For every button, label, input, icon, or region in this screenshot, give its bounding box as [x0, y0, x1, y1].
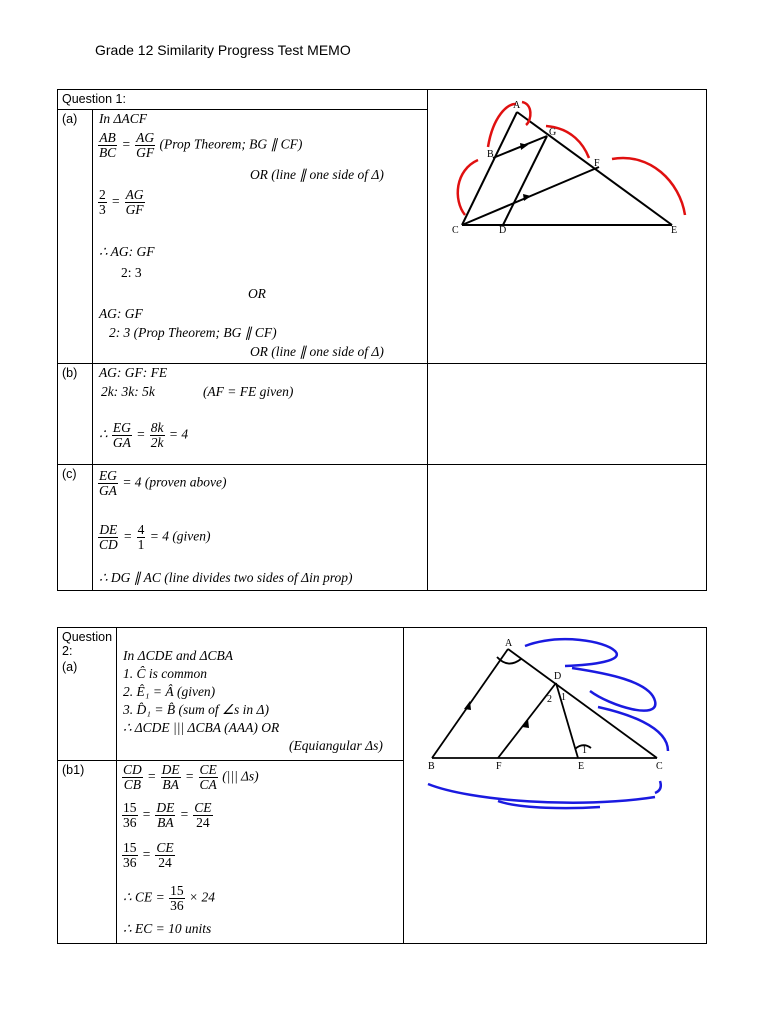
q1c-label: (c) [62, 467, 77, 481]
q1b-result: = 4 [168, 426, 189, 442]
q1-diagram-cell [427, 90, 706, 364]
q1a-f1-num: AB [99, 130, 116, 146]
q1a-f1-den: BC [98, 145, 117, 161]
q2b1-k1-den: 36 [170, 897, 184, 913]
q1-heading: Question 1: [62, 92, 126, 106]
q2-label-E: E [578, 761, 585, 772]
q1b-label: (b) [62, 366, 78, 380]
q2b1-g1-num: 15 [123, 799, 137, 815]
q2-blue-marks [428, 639, 668, 808]
q2-label-C: C [656, 761, 663, 772]
q1a-content [93, 110, 427, 362]
q1-triangle-diagram [428, 90, 706, 358]
q1-label-B: B [486, 149, 494, 160]
question-2-table [57, 627, 707, 944]
q2b1-label-cell [58, 760, 117, 943]
q2b1-line4a: ∴ CE = [123, 889, 165, 905]
q1c-f3-den: 1 [137, 537, 145, 552]
q1a-line5: AG: GF [98, 306, 143, 322]
q2-label-F: F [496, 761, 502, 772]
q2a-line6: (Equiangular Δs) [289, 738, 383, 753]
q2-label-1: 1 [561, 692, 566, 703]
q2-heading: Question 2: [62, 630, 113, 658]
q2a-content-cell [117, 628, 404, 761]
q2-triangle-diagram [404, 628, 706, 938]
q1-label-A: A [512, 100, 521, 111]
q2-label-A: A [505, 638, 513, 649]
q1a-line1: In ΔACF [98, 111, 147, 127]
q1a-ratio-line: $\frac{AB}{BC}$ = $\frac{AG}{GF}$ (Prop Theorem; BG ∥ CF) [98, 130, 303, 161]
q1b-f1-den: GA [112, 435, 131, 450]
q2b1-line1: $\frac{CD}{CB}$ = $\frac{DE}{BA}$ = $\frac{CE}{CA}$ (||| Δs) [123, 761, 259, 792]
q1b-line2-reason: (AF = FE given) [202, 384, 294, 399]
q2b1-f2-den: BA [162, 776, 179, 792]
q2a-line3: 2. Ê₁ = Â (given) [123, 684, 216, 699]
q1c-reason1: = 4 (proven above) [122, 474, 227, 490]
q1c-label-cell [58, 465, 93, 591]
q1b-f2-num: 8k [150, 420, 164, 435]
q2-diagram-cell [404, 628, 707, 944]
q2b1-f1-num: CD [123, 761, 142, 777]
q1c-line2: $\frac{DE}{CD}$ = $\frac{4}{1}$ = 4 (given) [98, 522, 211, 552]
q1a-f2-num: AG [136, 130, 155, 146]
q1a-f3-den: 3 [98, 202, 106, 218]
q1b-line2: 2k: 3k: 5k [100, 384, 155, 399]
q1c-line3: ∴ DG ∥ AC (line divides two sides of Δin prop) [98, 570, 353, 585]
q1c-f1-num: EG [98, 468, 117, 483]
q1c-f2-num: DE [99, 522, 118, 537]
page-title: Grade 12 Similarity Progress Test MEMO [95, 42, 351, 58]
q2b1-reason1: (||| Δs) [222, 768, 259, 784]
q2a-line4: 3. D̂₁ = B̂ (sum of ∠s in Δ) [123, 702, 269, 717]
q1b-empty-cell [427, 364, 706, 465]
q1b-f2-den: 2k [150, 435, 164, 450]
q1b-line1: AG: GF: FE [98, 365, 168, 380]
q2b1-g3-num: CE [194, 799, 212, 815]
q1a-ratio-line2: $\frac{2}{3}$ = $\frac{AG}{GF}$ [98, 187, 144, 218]
q2b1-line4 [123, 884, 215, 913]
q1c-content [93, 465, 427, 590]
q1b-content [93, 364, 427, 464]
q2b1-h2-num: CE [156, 839, 174, 855]
q1a-label-cell [58, 110, 93, 364]
q2a-line2: 1. Ĉ is common [123, 666, 208, 681]
q1-heading-cell [58, 90, 428, 110]
q1a-f4-num: AG [125, 187, 144, 203]
q1b-therefore: ∴ [98, 426, 108, 442]
q2-label-cell [58, 628, 117, 761]
q2-label-B: B [428, 761, 435, 772]
q1a-content-cell [92, 110, 427, 364]
q2a-line1: In ΔCDE and ΔCBA [123, 648, 233, 663]
q1a-or1: OR (line ∥ one side of Δ) [249, 167, 384, 183]
q2b1-g2-den: BA [157, 814, 174, 830]
q2b1-label: (b1) [62, 762, 85, 777]
q1a-or2: OR [247, 286, 266, 302]
q1c-empty-cell [427, 465, 706, 591]
q2b1-content-cell [117, 760, 404, 943]
q1-label-E: E [670, 225, 678, 236]
q2-label-2: 2 [547, 694, 552, 705]
q1c-reason2: = 4 (given) [149, 528, 211, 544]
q1b-f1-num: EG [112, 420, 131, 435]
q2-label-E1: 1 [582, 745, 587, 756]
q1c-line1 [97, 469, 227, 498]
q1a-reason1: (Prop Theorem; BG ∥ CF) [159, 136, 303, 152]
q1-label-C: C [451, 225, 459, 236]
q1a-line4: 2: 3 [120, 265, 142, 281]
q1a-line6: 2: 3 (Prop Theorem; BG ∥ CF) [108, 325, 277, 341]
q1-label-D: D [498, 225, 507, 236]
q2-label-D: D [554, 671, 562, 682]
q2b1-f3-num: CE [199, 761, 217, 777]
q1-label-G: G [548, 127, 557, 138]
q1a-line3: ∴ AG: GF [98, 244, 155, 260]
q2b1-line5: ∴ EC = 10 units [123, 920, 212, 936]
q1c-content-cell [92, 465, 427, 591]
q1a-label: (a) [62, 112, 78, 127]
q2b1-g3-den: 24 [196, 814, 210, 830]
q1c-f2-den: CD [98, 537, 118, 552]
q1a-f2-den: GF [136, 145, 155, 161]
q2b1-k1-num: 15 [170, 882, 184, 898]
q2b1-g1-den: 36 [123, 814, 137, 830]
q1a-or3: OR (line ∥ one side of Δ) [249, 344, 384, 360]
q1b-label-cell [58, 364, 93, 465]
q2a-label: (a) [62, 660, 78, 674]
q2a-content [117, 628, 403, 758]
q1a-f4-den: GF [125, 202, 144, 218]
q1b-content-cell [92, 364, 427, 465]
q2b1-line4b: × 24 [188, 889, 215, 905]
q2b1-f2-num: DE [161, 761, 180, 777]
q2b1-h2-den: 24 [158, 854, 172, 870]
q2b1-line2: $\frac{15}{36}$ = $\frac{DE}{BA}$ = $\frac{CE}{24}$ [123, 799, 212, 830]
q2b1-h1-num: 15 [123, 839, 137, 855]
q1-label-F: F [593, 158, 600, 169]
q1c-f3-num: 4 [137, 522, 145, 537]
q1a-f3-num: 2 [98, 187, 106, 203]
q1b-ratio-line: ∴ $\frac{EG}{GA}$ = $\frac{8k}{2k}$ = 4 [98, 420, 189, 450]
q2b1-content [117, 761, 403, 941]
q2b1-h1-den: 36 [123, 854, 137, 870]
q1c-f1-den: GA [98, 483, 117, 498]
q2b1-f3-den: CA [199, 776, 217, 792]
q2b1-line3: $\frac{15}{36}$ = $\frac{CE}{24}$ [123, 839, 174, 870]
q2a-line5: ∴ ΔCDE ||| ΔCBA (AAA) OR [123, 720, 280, 735]
question-1-table [57, 89, 707, 591]
q2b1-g2-num: DE [156, 799, 175, 815]
q2b1-f1-den: CB [123, 776, 142, 792]
